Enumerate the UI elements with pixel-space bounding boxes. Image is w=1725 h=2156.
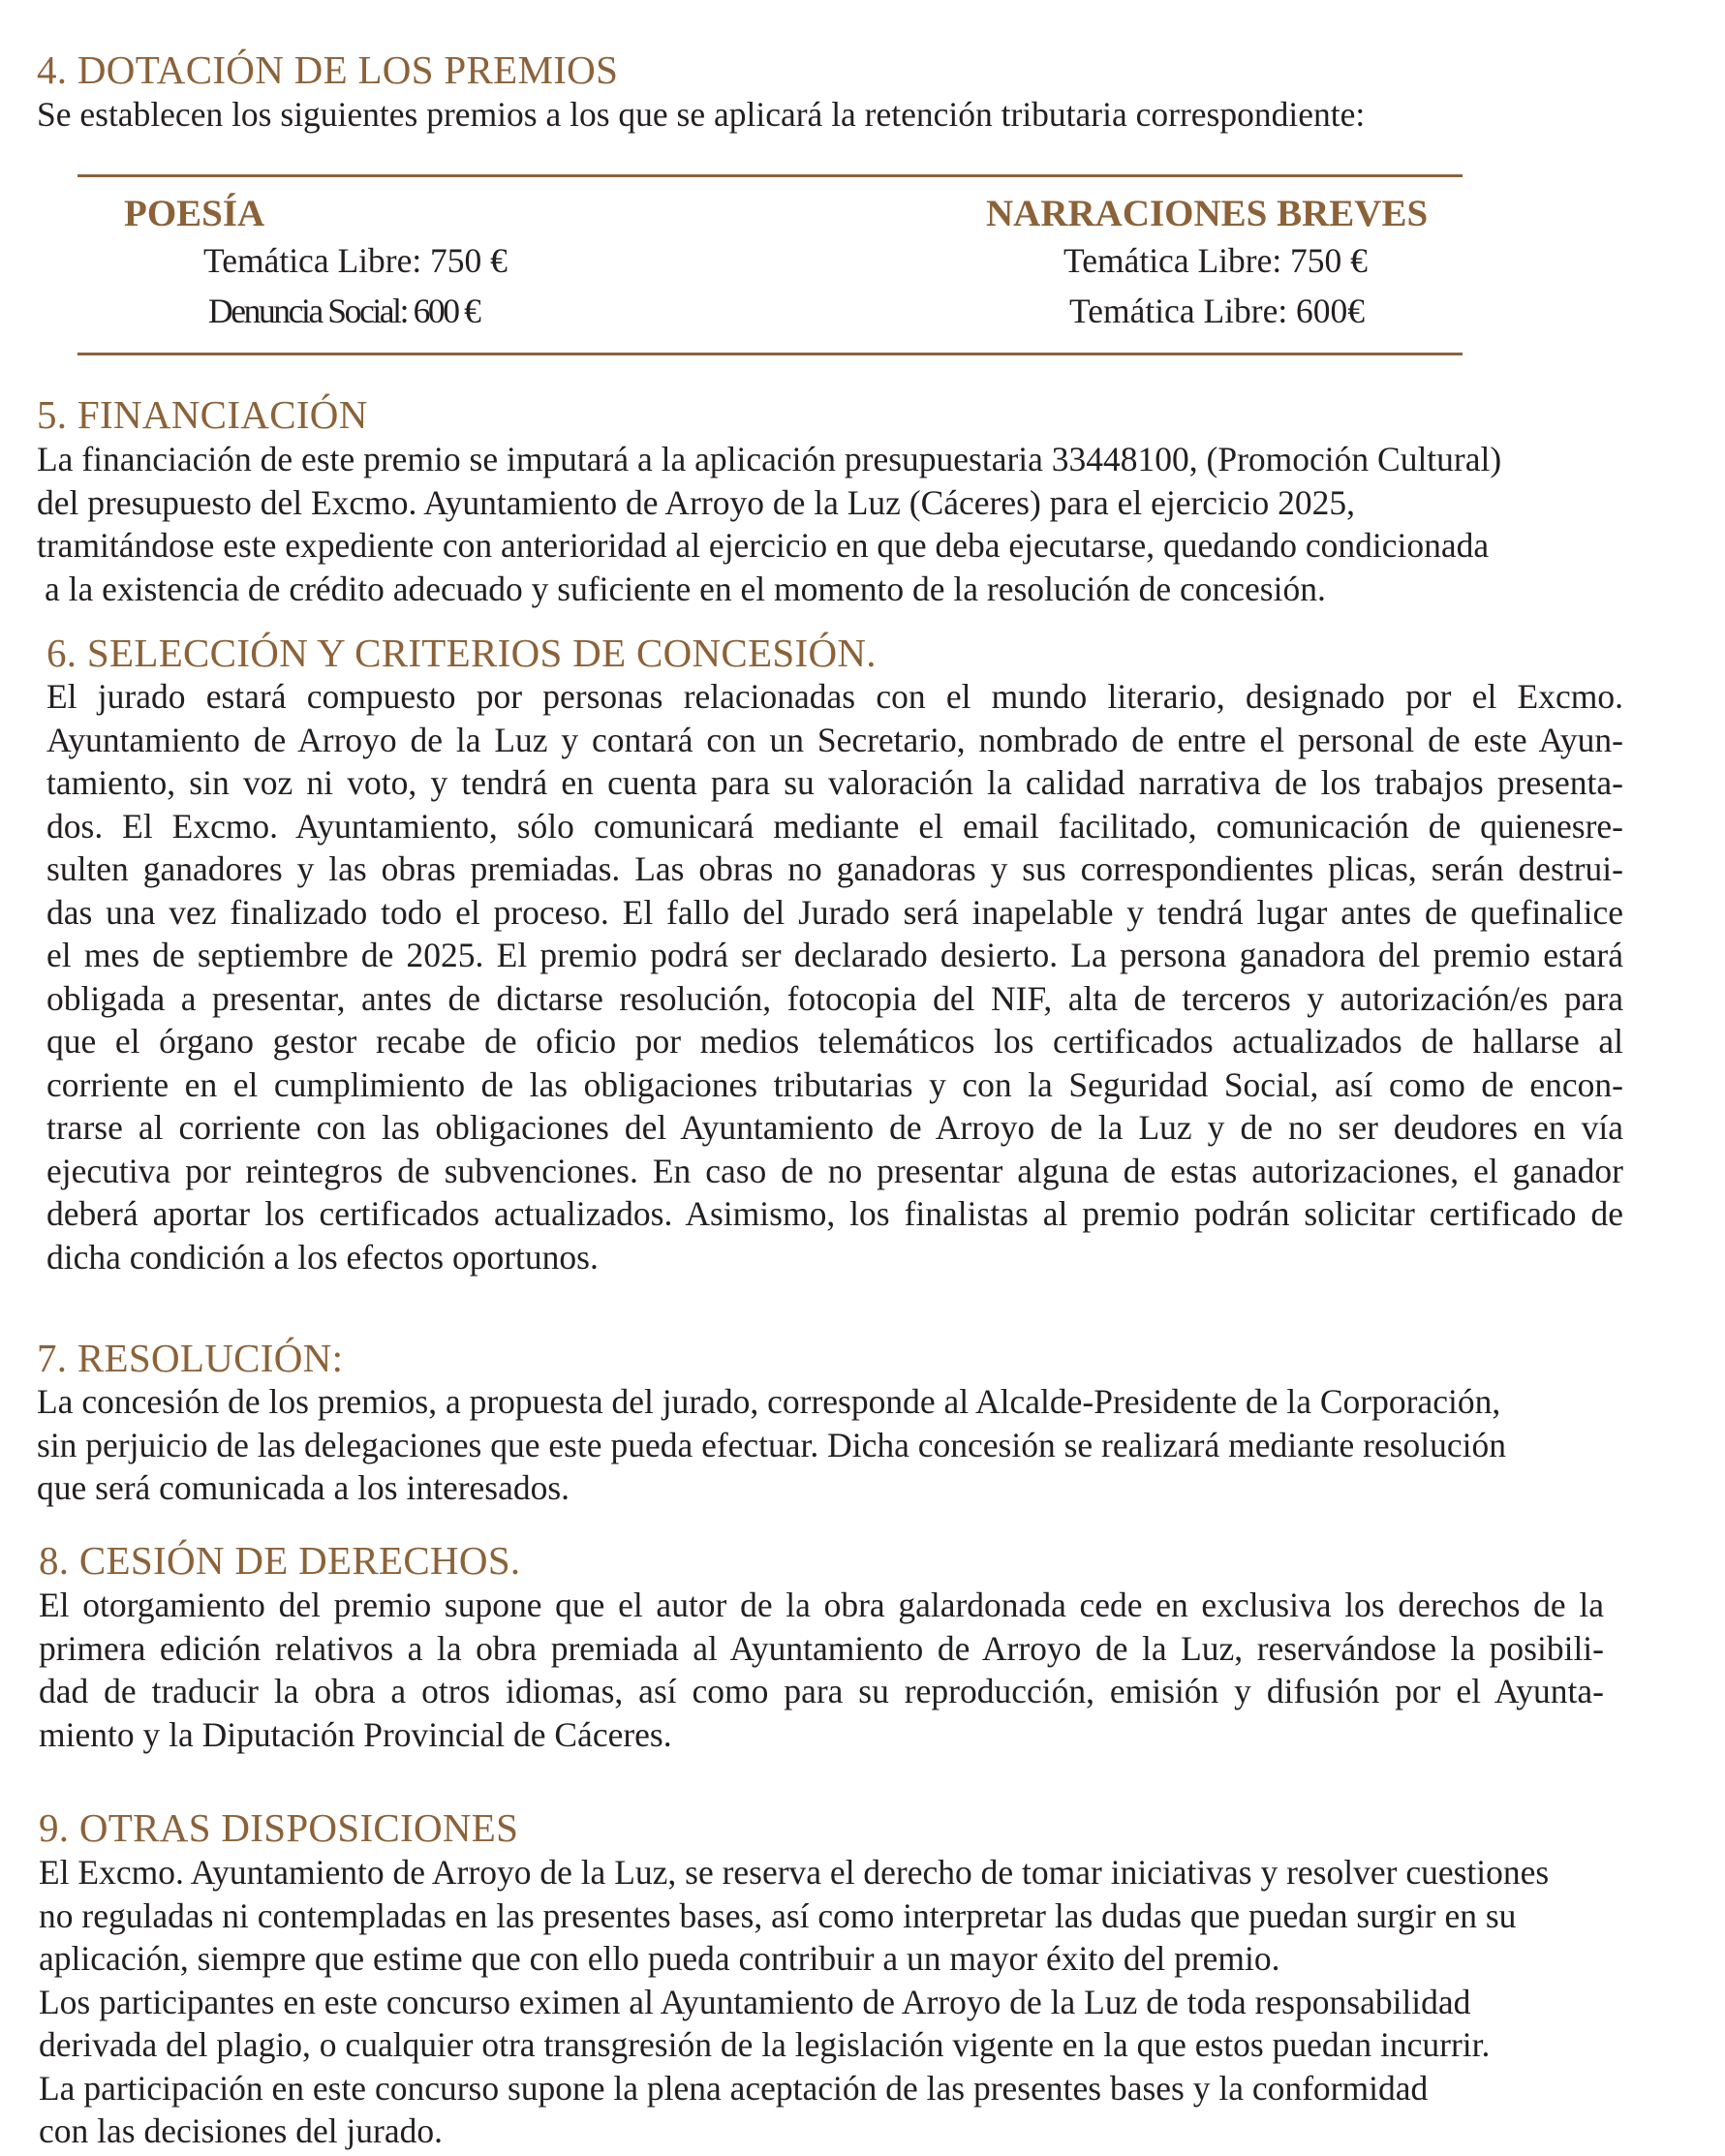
- prize-table-bottom-rule: [77, 353, 1463, 355]
- section-7-heading: 7. RESOLUCIÓN:: [37, 1336, 344, 1380]
- section-7-body: [37, 1380, 1606, 1510]
- prize-table-top-rule: [77, 174, 1463, 177]
- poetry-prize-2: Denuncia Social: 600 €: [208, 292, 479, 330]
- section-6-line: dos. El Excmo. Ayuntamiento, sólo comunicará mediante el email facilitado, comunicación de quienesre-: [46, 806, 1623, 846]
- section-6-line: dicha condición a los efectos oportunos.: [46, 1237, 599, 1277]
- section-7-line: sin perjuicio de las delegaciones que este pueda efectuar. Dicha concesión se realizará mediante resolución: [37, 1425, 1506, 1464]
- section-4-intro-line: Se establecen los siguientes premios a los que se aplicará la retención tributaria correspondiente:: [37, 95, 1366, 134]
- section-6-line: ejecutiva por reintegros de subvenciones. En caso de no presentar alguna de estas autorizaciones, el ganador: [46, 1151, 1623, 1190]
- section-4-intro: [37, 93, 1365, 137]
- section-5-line: La financiación de este premio se imputará a la aplicación presupuestaria 33448100, (Promoción Cultural): [37, 440, 1502, 478]
- section-6-line: tamiento, sin voz ni voto, y tendrá en cuenta para su valoración la calidad narrativa de los trabajos presenta-: [46, 763, 1623, 802]
- section-9-line: no reguladas ni contempladas en las presentes bases, así como interpretar las dudas que puedan surgir en su: [39, 1895, 1517, 1935]
- section-6-body: [46, 675, 1623, 1278]
- section-6-line: obligada a presentar, antes de dictarse resolución, fotocopia del NIF, alta de terceros y autorización/es para: [46, 978, 1623, 1018]
- narrative-prize-1: Temática Libre: 750 €: [1063, 241, 1368, 280]
- section-9-line: El Excmo. Ayuntamiento de Arroyo de la Luz, se reserva el derecho de tomar iniciativas y resolver cuestiones: [39, 1853, 1550, 1892]
- section-6-line: El jurado estará compuesto por personas relacionadas con el mundo literario, designado por el Excmo.: [46, 677, 1623, 716]
- section-9-line: con las decisiones del jurado.: [39, 2111, 444, 2150]
- section-9-line: La participación en este concurso supone la plena aceptación de las presentes bases y la conformidad: [39, 2068, 1429, 2108]
- section-9-line: aplicación, siempre que estime que con ello pueda contribuir a un mayor éxito del premio.: [39, 1939, 1280, 1978]
- section-4-heading: 4. DOTACIÓN DE LOS PREMIOS: [37, 47, 619, 92]
- section-6-line: Ayuntamiento de Arroyo de la Luz y contará con un Secretario, nombrado de entre el personal de este Ayun-: [46, 720, 1623, 759]
- section-9-line: Los participantes en este concurso eximen al Ayuntamiento de Arroyo de la Luz de toda responsabilidad: [39, 1982, 1471, 2021]
- section-8-line: primera edición relativos a la obra premiada al Ayuntamiento de Arroyo de la Luz, reservándose la posibili-: [39, 1628, 1604, 1668]
- section-8-heading: 8. CESIÓN DE DERECHOS.: [39, 1538, 521, 1583]
- section-8-line: El otorgamiento del premio supone que el autor de la obra galardonada cede en exclusiva los derechos de la: [39, 1586, 1604, 1624]
- section-5-line: a la existencia de crédito adecuado y suficiente en el momento de la resolución de concesión.: [45, 569, 1326, 608]
- narrative-title: NARRACIONES BREVES: [986, 193, 1429, 234]
- section-8-line: dad de traducir la obra a otros idiomas, así como para su reproducción, emisión y difusión por el Ayunta-: [39, 1672, 1604, 1710]
- section-8-body: [39, 1584, 1604, 1756]
- poetry-title: POESÍA: [124, 193, 265, 234]
- section-6-line: corriente en el cumplimiento de las obligaciones tributarias y con la Seguridad Social, así como de encon-: [46, 1064, 1623, 1104]
- section-6-line: deberá aportar los certificados actualizados. Asimismo, los finalistas al premio podrán solicitar certificado de: [46, 1194, 1623, 1233]
- section-5-heading: 5. FINANCIACIÓN: [37, 392, 368, 437]
- section-5-line: del presupuesto del Excmo. Ayuntamiento de Arroyo de la Luz (Cáceres) para el ejercicio 2025,: [37, 482, 1356, 522]
- section-9-line: derivada del plagio, o cualquier otra transgresión de la legislación vigente en la que estos puedan incurrir.: [39, 2025, 1491, 2064]
- section-7-line: La concesión de los premios, a propuesta del jurado, corresponde al Alcalde-Presidente de la Corporación,: [37, 1382, 1501, 1421]
- narrative-prize-2: Temática Libre: 600€: [1069, 292, 1366, 330]
- poetry-prize-1: Temática Libre: 750 €: [203, 241, 508, 280]
- section-5-line: tramitándose este expediente con anterioridad al ejercicio en que deba ejecutarse, quedando condicionada: [37, 526, 1490, 565]
- section-6-heading: 6. SELECCIÓN Y CRITERIOS DE CONCESIÓN.: [46, 631, 877, 675]
- section-9-heading: 9. OTRAS DISPOSICIONES: [39, 1805, 519, 1850]
- section-6-line: das una vez finalizado todo el proceso. El fallo del Jurado será inapelable y tendrá lugar antes de quefinalice: [46, 892, 1623, 932]
- section-6-line: el mes de septiembre de 2025. El premio podrá ser declarado desierto. La persona ganadora del premio estará: [46, 936, 1623, 974]
- section-9-body: [39, 1851, 1666, 2153]
- section-6-line: trarse al corriente con las obligaciones del Ayuntamiento de Arroyo de la Luz y de no ser deudores en vía: [46, 1108, 1623, 1147]
- section-5-body: [37, 438, 1606, 610]
- section-8-line: miento y la Diputación Provincial de Cáceres.: [39, 1714, 672, 1754]
- section-6-line: sulten ganadores y las obras premiadas. Las obras no ganadoras y sus correspondientes plicas, serán destrui-: [46, 849, 1623, 888]
- section-6-line: que el órgano gestor recabe de oficio por medios telemáticos los certificados actualizados de hallarse al: [46, 1022, 1623, 1061]
- section-7-line: que será comunicada a los interesados.: [37, 1468, 570, 1507]
